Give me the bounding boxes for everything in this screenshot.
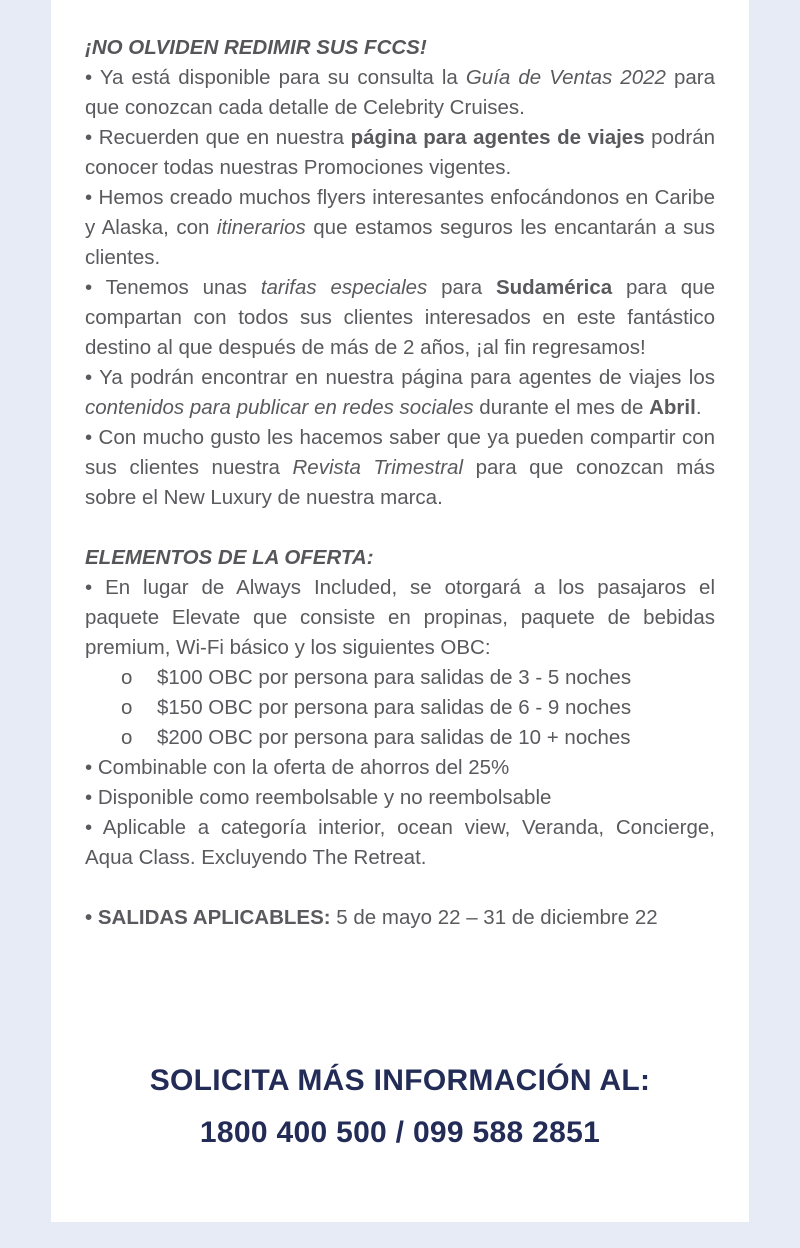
bullet-text: • Con mucho gusto les hacemos saber que ya pueden compartir con sus clientes nuestra [85,426,715,479]
abril-text: Abril [649,396,696,419]
bullet-elevate: • En lugar de Always Included, se otorgará a los pasajaros el paquete Elevate que consiste en propinas, paquete de bebidas premium, Wi-Fi básico y los siguientes OBC: [85,576,715,659]
sudamerica-text: Sudamérica [495,276,613,299]
sub-bullet-marker: o [121,696,133,719]
bullet-sudamerica [85,273,715,363]
guia-ventas-link: Guía de Ventas 2022 [465,66,666,89]
bullet-text: que estamos seguros les encantarán a sus clientes. [85,216,715,269]
itinerarios-link: itinerarios [216,216,306,239]
spacer [85,513,715,543]
tarifas-especiales: tarifas especiales [260,276,428,299]
bullet-text: para que conozcan más sobre el New Luxury de nuestra marca. [85,456,716,509]
salidas-value: 5 de mayo 22 – 31 de diciembre 22 [330,906,658,929]
bullet-text: . [695,396,702,419]
sub-bullet-marker: o [121,666,133,689]
cta-phone-numbers[interactable]: 1800 400 500 / 099 588 2851 [199,1116,601,1149]
bullet-text: para que compartan con todos sus clientes interesados en este fantástico destino al que después de más de 2 años, ¡al fin regresamos! [85,276,715,359]
obc-item [85,663,715,693]
bullet-text: durante el mes de [473,396,650,419]
bullet-text: • Ya podrán encontrar en nuestra página para agentes de viajes los [85,366,715,389]
bullet-text: • Tenemos unas [85,276,261,299]
salidas-label: • SALIDAS APLICABLES: [85,906,331,929]
revista-trimestral-link: Revista Trimestral [292,456,464,479]
bullet-text: • Recuerden que en nuestra [85,126,351,149]
bullet-text: para [427,276,496,299]
bullet-guia-ventas [85,63,715,123]
bullet-text: • Hemos creado muchos flyers interesantes enfocándonos en Caribe y Alaska, con [85,186,715,239]
salidas-aplicables [85,903,715,933]
contenidos-redes: contenidos para publicar en redes sociales [85,396,474,419]
obc-item-text: $200 OBC por persona para salidas de 10 + noches [157,726,631,749]
spacer [85,873,715,903]
bullet-flyers [85,183,715,273]
obc-item-text: $100 OBC por persona para salidas de 3 - 5 noches [157,666,632,689]
bullet-pagina-agentes [85,123,715,183]
oferta-heading: ELEMENTOS DE LA OFERTA: [85,546,374,569]
cta-heading: SOLICITA MÁS INFORMACIÓN AL: [149,1064,651,1097]
fccs-heading: ¡NO OLVIDEN REDIMIR SUS FCCS! [85,36,427,59]
obc-item-text: $150 OBC por persona para salidas de 6 - 9 noches [157,696,632,719]
bullet-revista [85,423,715,513]
obc-item [85,723,715,753]
bullet-text: para que conozcan cada detalle de Celebrity Cruises. [85,66,716,119]
bullet-redes-sociales [85,363,715,423]
bullet-text: podrán conocer todas nuestras Promociones vigentes. [85,126,715,179]
bullet-categorias: • Aplicable a categoría interior, ocean view, Veranda, Concierge, Aqua Class. Excluyendo The Retreat. [85,816,715,869]
pagina-agentes-link[interactable]: página para agentes de viajes [350,126,645,149]
bullet-reembolsable: • Disponible como reembolsable y no reembolsable [85,786,552,809]
sub-bullet-marker: o [121,726,133,749]
obc-item [85,693,715,723]
body-text [85,33,715,933]
bullet-text: • Ya está disponible para su consulta la [85,66,466,89]
bullet-combinable: • Combinable con la oferta de ahorros del 25% [85,756,510,779]
content-card [51,0,749,1222]
